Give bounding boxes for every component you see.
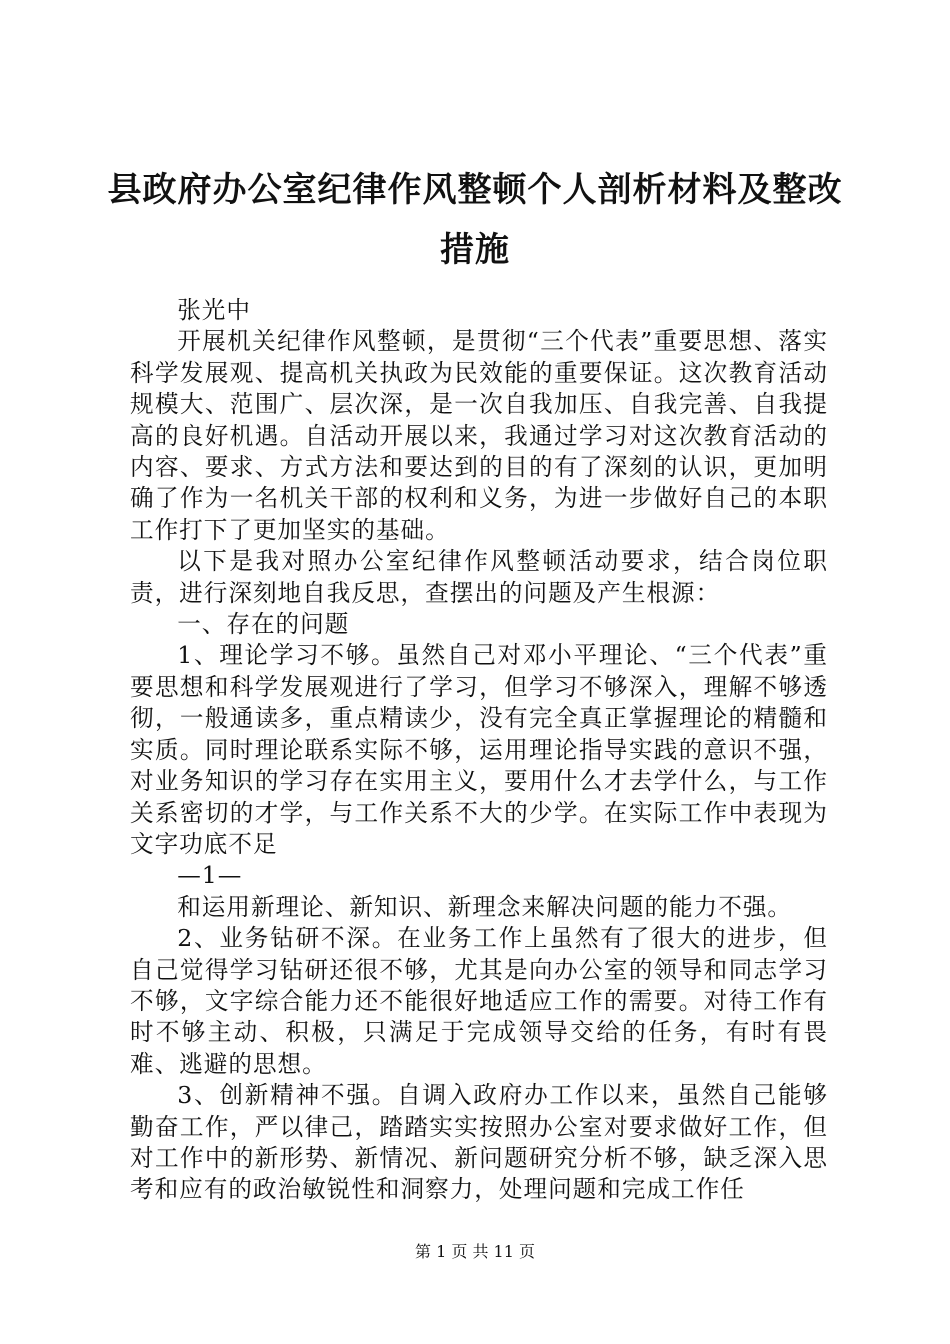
document-title: 县政府办公室纪律作风整顿个人剖析材料及整改措施: [107, 170, 843, 270]
paragraph-continuation: 和运用新理论、新知识、新理念来解决问题的能力不强。: [177, 892, 793, 921]
author-line: 张光中: [177, 296, 251, 324]
inline-page-marker: —1—: [177, 861, 243, 890]
paragraph-innovation: 3、创新精神不强。自调入政府办工作以来，虽然自己能够勤奋工作，严以律己，踏踏实实按照办公室对要求做好工作，但对工作中的新形势、新情况、新问题研究分析不够，缺乏深入思考和应有的政治敏锐性和洞察力，处理问题和完成工作任: [130, 1081, 828, 1204]
page-footer: 第 1 页 共 11 页: [415, 1242, 535, 1261]
paragraph-intro: 开展机关纪律作风整顿，是贯彻“三个代表”重要思想、落实科学发展观、提高机关执政为民效能的重要保证。这次教育活动规模大、范围广、层次深，是一次自我加压、自我完善、自我提高的良好机遇。自活动开展以来，我通过学习对这次教育活动的内容、要求、方式方法和要达到的目的有了深刻的认识，更加明确了作为一名机关干部的权利和义务，为进一步做好自己的本职工作打下了更加坚实的基础。: [130, 327, 828, 544]
paragraph-business-study: 2、业务钻研不深。在业务工作上虽然有了很大的进步，但自己觉得学习钻研还很不够，尤其是向办公室的领导和同志学习不够，文字综合能力还不能很好地适应工作的需要。对待工作有时不够主动、积极，只满足于完成领导交给的任务，有时有畏难、逃避的思想。: [130, 924, 828, 1078]
section-heading-problems: 一、存在的问题: [177, 610, 350, 639]
paragraph-theory-study: 1、理论学习不够。虽然自己对邓小平理论、“三个代表”重要思想和科学发展观进行了学习，但学习不够深入，理解不够透彻，一般通读多，重点精读少，没有完全真正掌握理论的精髓和实质。同时理论联系实际不够，运用理论指导实践的意识不强，对业务知识的学习存在实用主义，要用什么才去学什么，与工作关系密切的才学，与工作关系不大的少学。在实际工作中表现为文字功底不足: [130, 641, 828, 858]
paragraph-reflection: 以下是我对照办公室纪律作风整顿活动要求，结合岗位职责，进行深刻地自我反思，查摆出的问题及产生根源：: [130, 547, 828, 607]
document-body: [130, 295, 828, 1206]
